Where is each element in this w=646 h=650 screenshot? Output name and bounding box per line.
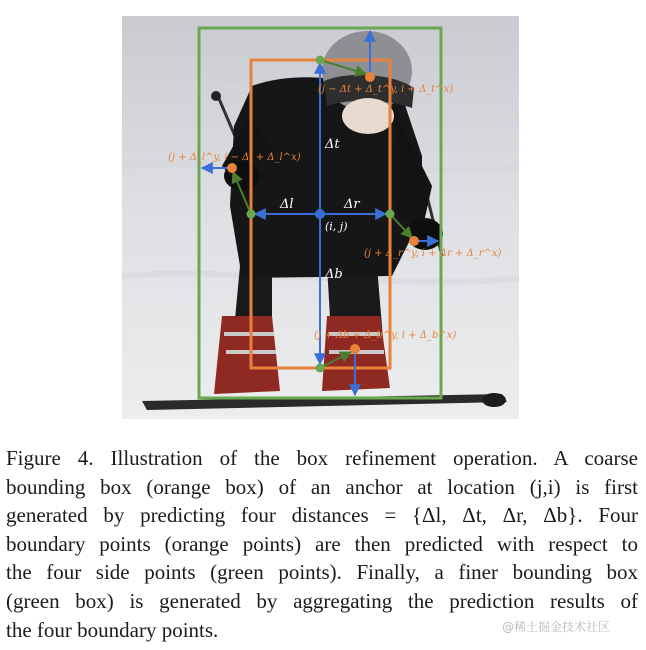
label-left-point: (j + Δ_l^y, i − Δl + Δ_l^x) bbox=[168, 152, 301, 163]
figure-illustration bbox=[122, 16, 519, 419]
label-right-point: (j + Δ_r^y, i + Δr + Δ_r^x) bbox=[364, 248, 502, 259]
caption-line-3: generated by predicting four distances = {Δl, Δt, Δr, Δb}. Four bbox=[6, 503, 638, 528]
label-anchor: (i, j) bbox=[325, 220, 348, 233]
label-delta-r: Δr bbox=[344, 197, 360, 212]
watermark: @稀土掘金技术社区 bbox=[502, 620, 611, 634]
label-delta-b: Δb bbox=[325, 267, 343, 282]
label-delta-l: Δl bbox=[280, 197, 294, 212]
label-bottom-point: (j + Δb + Δ_b^y, i + Δ_b^x) bbox=[314, 330, 457, 341]
caption-line-5: the four side points (green points). Finally, a finer bounding box bbox=[6, 560, 638, 585]
caption-line-4: boundary points (orange points) are then predicted with respect to bbox=[6, 531, 638, 556]
figure-caption bbox=[6, 444, 638, 644]
figure-image bbox=[122, 16, 519, 419]
caption-line-2: bounding box (orange box) of an anchor at location (j,i) is first bbox=[6, 474, 638, 499]
caption-line-7: the four boundary points. bbox=[6, 617, 219, 642]
caption-line-6: (green box) is generated by aggregating the prediction results of bbox=[6, 588, 638, 613]
label-top-point: (j − Δt + Δ_t^y, i + Δ_t^x) bbox=[318, 84, 454, 95]
anchor-point bbox=[315, 209, 325, 219]
caption-line-1: Figure 4. Illustration of the box refinement operation. A coarse bbox=[6, 446, 638, 470]
label-delta-t: Δt bbox=[325, 137, 340, 152]
